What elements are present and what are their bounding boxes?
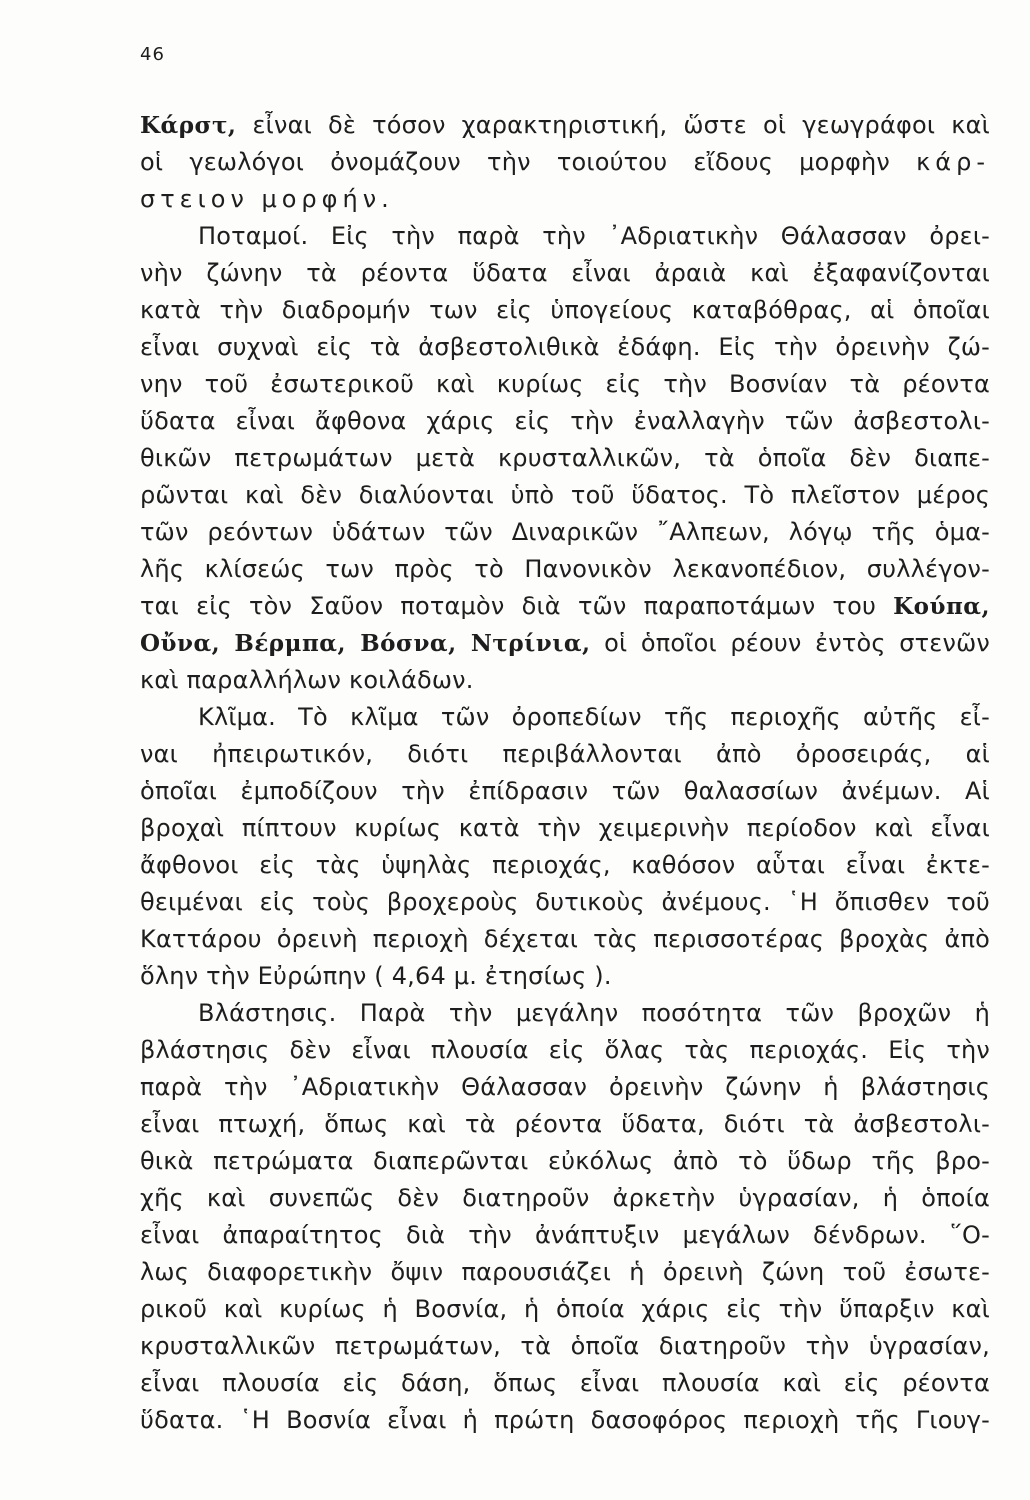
text-line [140,403,990,440]
bold-term: Κούπα, [893,593,990,620]
text-line [140,884,990,921]
text-line [140,1180,990,1217]
text-line [140,699,990,736]
text-line [140,847,990,884]
text-segment: ὁποῖαι ἐμποδίζουν τὴν ἐπίδρασιν τῶν θαλασσίων ἀνέμων. Αἱ [140,777,990,805]
text-line [140,255,990,292]
text-line [140,1143,990,1180]
text-line [140,1106,990,1143]
text-segment: παρὰ τὴν ᾿Αδριατικὴν Θάλασσαν ὀρεινὴν ζώνην ἡ βλάστησις [140,1073,990,1101]
text-segment: εἶναι πλουσία εἰς δάση, ὅπως εἶναι πλουσία καὶ εἰς ρέοντα [140,1369,990,1397]
text-line [140,1069,990,1106]
bold-term: Οὔνα, Βέρμπα, Βόσνα, Ντρίνια, [140,630,591,657]
text-segment: λως διαφορετικὴν ὄψιν παρουσιάζει ἡ ὀρεινὴ ζώνη τοῦ ἐσωτε- [140,1258,990,1286]
text-segment: ρικοῦ καὶ κυρίως ἡ Βοσνία, ἡ ὁποία χάρις εἰς τὴν ὕπαρξιν καὶ [140,1295,990,1323]
text-segment: Καττάρου ὀρεινὴ περιοχὴ δέχεται τὰς περισσοτέρας βροχὰς ἀπὸ [140,925,990,953]
text-segment: χῆς καὶ συνεπῶς δὲν διατηροῦν ἀρκετὴν ὑγρασίαν, ἡ ὁποία [140,1184,990,1212]
text-segment: οἱ ὁποῖοι ρέουν ἐντὸς στενῶν [590,629,990,657]
text-segment: ναι ἠπειρωτικόν, διότι περιβάλλονται ἀπὸ ὀροσειράς, αἱ [140,740,990,768]
text-line [140,625,990,662]
text-line [140,773,990,810]
text-segment: τῶν ρεόντων ὑδάτων τῶν Διναρικῶν ῎Αλπεων, λόγῳ τῆς ὁμα- [140,518,990,546]
text-segment: ὅλην τὴν Εὐρώπην ( 4,64 μ. ἐτησίως ). [140,962,612,990]
text-line [140,736,990,773]
text-line [140,1032,990,1069]
text-segment: Κλῖμα. Τὸ κλῖμα τῶν ὀροπεδίων τῆς περιοχῆς αὐτῆς εἶ- [198,703,990,731]
text-segment: ται εἰς τὸν Σαῦον ποταμὸν διὰ τῶν παραποτάμων του [140,592,894,620]
text-segment: εἶναι δὲ τόσον χαρακτηριστική, ὥστε οἱ γεωγράφοι καὶ [236,111,990,139]
text-segment: ἄφθονοι εἰς τὰς ὑψηλὰς περιοχάς, καθόσον αὗται εἶναι ἐκτε- [140,851,990,879]
text-line [140,1365,990,1402]
text-segment: οἱ γεωλόγοι ὀνομάζουν τὴν τοιούτου εἴδους μορφὴν [140,148,917,176]
text-line [140,514,990,551]
text-line [140,181,990,218]
text-line [140,551,990,588]
bold-term: Κάρστ, [140,112,237,139]
text-line [140,1217,990,1254]
text-segment: νην τοῦ ἐσωτερικοῦ καὶ κυρίως εἰς τὴν Βοσνίαν τὰ ρέοντα [140,370,990,398]
text-line [140,921,990,958]
text-line [140,218,990,255]
text-line [140,1328,990,1365]
text-segment: ρῶνται καὶ δὲν διαλύονται ὑπὸ τοῦ ὕδατος. Τὸ πλεῖστον μέρος [140,481,990,509]
text-line [140,810,990,847]
text-line [140,1254,990,1291]
text-segment: κάρ- [916,148,990,176]
text-line [140,144,990,181]
text-line [140,292,990,329]
text-segment: στειον μορφήν. [140,185,394,213]
text-line [140,366,990,403]
text-line [140,1291,990,1328]
text-segment: Ποταμοί. Εἰς τὴν παρὰ τὴν ᾿Αδριατικὴν Θάλασσαν ὀρει- [198,222,990,250]
text-segment: κατὰ τὴν διαδρομήν των εἰς ὑπογείους καταβόθρας, αἱ ὁποῖαι [140,296,990,324]
text-segment: εἶναι πτωχή, ὅπως καὶ τὰ ρέοντα ὕδατα, διότι τὰ ἀσβεστολι- [140,1110,990,1138]
text-line [140,477,990,514]
text-segment: βροχαὶ πίπτουν κυρίως κατὰ τὴν χειμερινὴν περίοδον καὶ εἶναι [140,814,990,842]
text-segment: ὕδατα. ῾Η Βοσνία εἶναι ἡ πρώτη δασοφόρος περιοχὴ τῆς Γιουγ- [140,1406,990,1434]
text-segment: θικῶν πετρωμάτων μετὰ κρυσταλλικῶν, τὰ ὁποῖα δὲν διαπε- [140,444,990,472]
text-segment: θικὰ πετρώματα διαπερῶνται εὐκόλως ἀπὸ τὸ ὕδωρ τῆς βρο- [140,1147,990,1175]
page-number: 46 [140,44,165,65]
text-segment: Βλάστησις. Παρὰ τὴν μεγάλην ποσότητα τῶν βροχῶν ἡ [198,999,990,1027]
text-line [140,440,990,477]
body-text [140,107,990,1439]
text-segment: ὕδατα εἶναι ἄφθονα χάρις εἰς τὴν ἐναλλαγὴν τῶν ἀσβεστολι- [140,407,990,435]
text-segment: βλάστησις δὲν εἶναι πλουσία εἰς ὅλας τὰς περιοχάς. Εἰς τὴν [140,1036,990,1064]
text-line [140,995,990,1032]
text-line [140,329,990,366]
text-line [140,107,990,144]
text-segment: εἶναι συχναὶ εἰς τὰ ἀσβεστολιθικὰ ἐδάφη. Εἰς τὴν ὀρεινὴν ζώ- [140,333,990,361]
text-segment: κρυσταλλικῶν πετρωμάτων, τὰ ὁποῖα διατηροῦν τὴν ὑγρασίαν, [140,1332,990,1360]
text-segment: θειμέναι εἰς τοὺς βροχεροὺς δυτικοὺς ἀνέμους. ῾Η ὄπισθεν τοῦ [140,888,990,916]
text-segment: εἶναι ἀπαραίτητος διὰ τὴν ἀνάπτυξιν μεγάλων δένδρων. ῞Ο- [140,1221,990,1249]
text-line [140,958,990,995]
text-line [140,662,990,699]
text-line [140,1402,990,1439]
text-segment: καὶ παραλλήλων κοιλάδων. [140,666,474,694]
text-segment: λῆς κλίσεώς των πρὸς τὸ Πανονικὸν λεκανοπέδιον, συλλέγον- [140,555,990,583]
text-segment: νὴν ζώνην τὰ ρέοντα ὕδατα εἶναι ἀραιὰ καὶ ἐξαφανίζονται [140,259,990,287]
text-line [140,588,990,625]
